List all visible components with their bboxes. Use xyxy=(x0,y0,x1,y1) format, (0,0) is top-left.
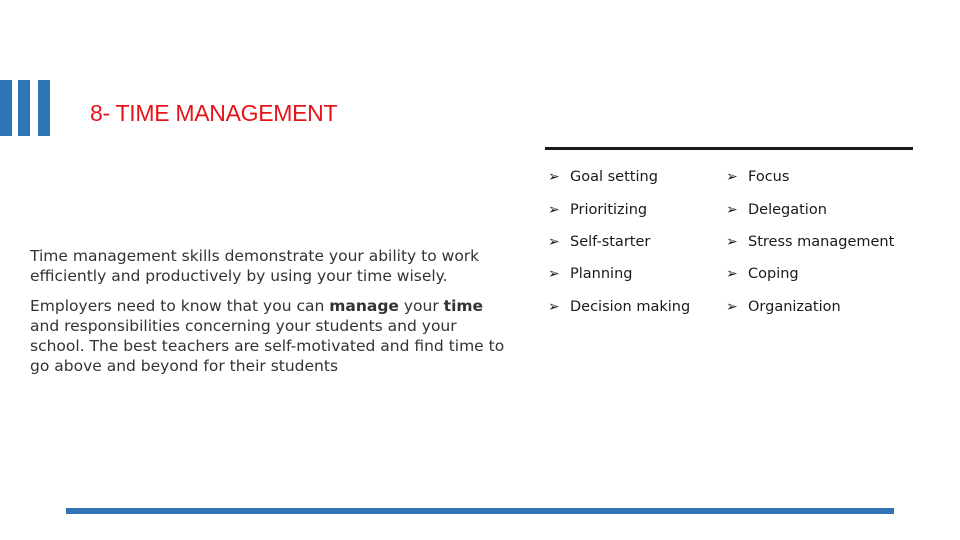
skill-label: Coping xyxy=(748,266,799,283)
list-item xyxy=(548,258,690,290)
arrowhead-bullet-icon: ➢ xyxy=(726,169,738,186)
skill-label: Organization xyxy=(748,298,841,315)
slide-title: 8- TIME MANAGEMENT xyxy=(90,100,338,126)
skill-label: Planning xyxy=(570,266,633,283)
skills-list-right xyxy=(726,161,894,323)
arrowhead-bullet-icon: ➢ xyxy=(726,233,738,250)
list-item xyxy=(548,291,690,323)
list-item xyxy=(726,193,894,225)
skill-label: Decision making xyxy=(570,298,691,315)
arrowhead-bullet-icon: ➢ xyxy=(548,233,560,250)
arrowhead-bullet-icon: ➢ xyxy=(726,201,738,218)
skill-label: Prioritizing xyxy=(570,201,648,218)
list-item xyxy=(548,226,690,258)
arrowhead-bullet-icon: ➢ xyxy=(548,201,560,218)
arrowhead-bullet-icon: ➢ xyxy=(726,266,738,283)
arrowhead-bullet-icon: ➢ xyxy=(548,169,560,186)
skill-label: Focus xyxy=(748,169,790,186)
skill-label: Goal setting xyxy=(570,169,658,186)
list-item xyxy=(726,258,894,290)
list-item xyxy=(548,193,690,225)
skills-list-left xyxy=(548,161,690,323)
skill-label: Delegation xyxy=(748,201,827,218)
skill-label: Stress management xyxy=(748,233,895,250)
list-item xyxy=(726,226,894,258)
list-item xyxy=(726,291,894,323)
body-text xyxy=(30,246,510,386)
paragraph-2-bold-time: time xyxy=(443,297,484,315)
list-item xyxy=(726,161,894,193)
vertical-bars-icon xyxy=(0,80,52,136)
paragraph-2 xyxy=(30,296,510,376)
arrowhead-bullet-icon: ➢ xyxy=(548,298,560,315)
bottom-accent-bar xyxy=(66,508,894,514)
skill-label: Self-starter xyxy=(570,233,651,250)
paragraph-2-part-2: your xyxy=(398,297,444,315)
paragraph-2-bold-manage: manage xyxy=(329,297,399,315)
arrowhead-bullet-icon: ➢ xyxy=(726,298,738,315)
list-item xyxy=(548,161,690,193)
arrowhead-bullet-icon: ➢ xyxy=(548,266,560,283)
top-divider xyxy=(545,147,913,150)
paragraph-2-part-3: and responsibilities concerning your students and your school. The best teachers are self-motivated and find time to go above and beyond for their students xyxy=(30,317,505,375)
paragraph-1: Time management skills demonstrate your ability to work efficiently and productively by using your time wisely. xyxy=(30,247,480,285)
paragraph-2-part-1: Employers need to know that you can xyxy=(30,297,330,315)
